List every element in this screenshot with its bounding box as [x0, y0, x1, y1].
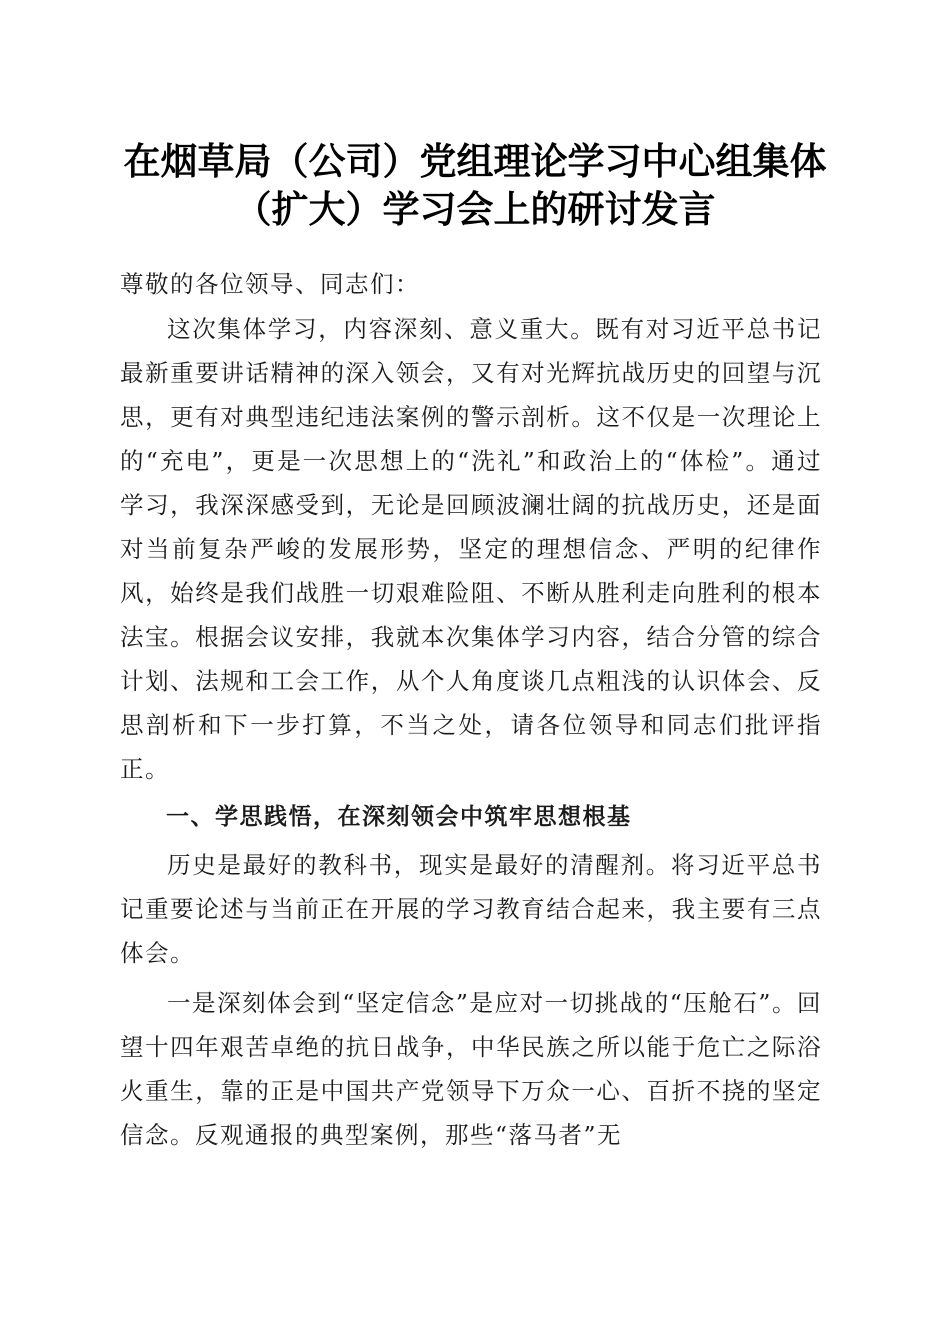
section-heading: 一、学思践悟，在深刻领会中筑牢思想根基: [166, 804, 632, 830]
document-title-line-2: （扩大）学习会上的研讨发言: [234, 187, 716, 231]
greeting: 尊敬的各位领导、同志们：: [120, 270, 420, 298]
paragraph-point-one: 一是深刻体会到“坚定信念”是应对一切挑战的“压舱石”。回望十四年艰苦卓绝的抗日战争，中华民族之所以能于危亡之际浴火重生，靠的正是中国共产党领导下万众一心、百折不挠的坚定信念。反观通报的典型案例，那些“落马者”无: [120, 989, 822, 1149]
document-body: [120, 264, 822, 1157]
paragraph-intro: 这次集体学习，内容深刻、意义重大。既有对习近平总书记最新重要讲话精神的深入领会，又有对光辉抗战历史的回望与沉思，更有对典型违纪违法案例的警示剖析。这不仅是一次理论上的“充电”，更是一次思想上的“洗礼”和政治上的“体检”。通过学习，我深深感受到，无论是回顾波澜壮阔的抗战历史，还是面对当前复杂严峻的发展形势，坚定的理想信念、严明的纪律作风，始终是我们战胜一切艰难险阻、不断从胜利走向胜利的根本法宝。根据会议安排，我就本次集体学习内容，结合分管的综合计划、法规和工会工作，从个人角度谈几点粗浅的认识体会、反思剖析和下一步打算，不当之处，请各位领导和同志们批评指正。: [120, 315, 822, 783]
document-title-line-1: 在烟草局（公司）党组理论学习中心组集体: [123, 139, 827, 183]
paragraph-history: 历史是最好的教科书，现实是最好的清醒剂。将习近平总书记重要论述与当前正在开展的学习教育结合起来，我主要有三点体会。: [120, 851, 822, 967]
